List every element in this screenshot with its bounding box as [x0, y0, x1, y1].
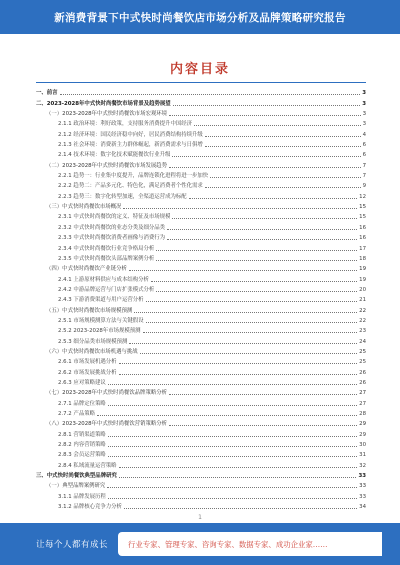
toc-leader-dots [140, 352, 357, 354]
toc-entry-title: （六）中式快时尚餐饮市场机遇与挑战 [46, 348, 138, 355]
toc-entry-title: 三、中式快时尚餐饮典型品牌研究 [36, 473, 117, 480]
toc-entry-title: 2.6.1 市场发展机遇分析 [58, 359, 117, 366]
toc-leader-dots [119, 373, 358, 375]
toc-entry[interactable] [36, 160, 366, 170]
toc-entry-page: 27 [359, 390, 366, 397]
toc-entry[interactable] [36, 429, 366, 439]
toc-divider [36, 82, 366, 83]
toc-entry-title: 2.3.4 中式快时尚餐饮行业竞争格局分析 [58, 245, 155, 252]
toc-leader-dots [108, 435, 357, 437]
toc-entry[interactable] [36, 88, 366, 98]
toc-leader-dots [97, 414, 357, 416]
toc-heading: 内容目录 [169, 62, 230, 77]
toc-entry-page: 33 [359, 483, 366, 490]
toc-entry-page: 22 [359, 307, 366, 314]
toc-entry-page: 28 [359, 411, 366, 417]
toc-entry-title: 2.2.1 趋势一：行业集中度提升，品牌连锁化进程将进一步加快 [58, 173, 209, 180]
toc-entry-page: 31 [359, 452, 366, 459]
toc-entry-title: 2.8.1 营销渠道策略 [58, 431, 106, 438]
toc-entry-title: 2.5.3 细分品类市场规模预测 [58, 338, 128, 345]
toc-entry[interactable] [36, 367, 366, 377]
toc-leader-dots [205, 186, 361, 188]
toc-leader-dots [172, 217, 357, 219]
toc-entry-page: 3 [362, 90, 366, 97]
toc-leader-dots [108, 383, 357, 385]
toc-entry[interactable] [36, 233, 366, 243]
toc-entry-page: 15 [359, 214, 366, 221]
toc-entry-title: （八）2023-2028年中式快时尚餐饮营销策略分析 [46, 421, 168, 428]
toc-leader-dots [108, 455, 357, 457]
toc-leader-dots [108, 445, 357, 447]
toc-leader-dots [205, 135, 361, 137]
toc-entry-page: 16 [359, 235, 366, 242]
toc-entry-page: 24 [359, 338, 366, 345]
toc-entry-title: （一）2023-2028年中式快时尚餐饮市场宏观环境 [46, 111, 168, 118]
toc-entry[interactable] [36, 274, 366, 284]
toc-entry-title: 2.4.2 中游品牌运营与门店扩张模式分析 [58, 286, 155, 293]
toc-entry-page: 3 [362, 121, 366, 128]
toc-entry-page: 3 [362, 111, 366, 118]
toc-leader-dots [119, 466, 358, 468]
toc-entry-title: 2.4.1 上游原材料供应与成本结构分析 [58, 276, 149, 283]
toc-entry-title: 2.8.3 会员运营策略 [58, 452, 106, 459]
toc-entry-page: 7 [362, 162, 366, 169]
toc-entry-title: （一）典型品牌案例研究 [46, 483, 106, 490]
toc-leader-dots [194, 124, 361, 126]
toc-entry[interactable] [36, 326, 366, 336]
toc-entry-page: 22 [359, 317, 366, 324]
toc-entry-page: 18 [359, 255, 366, 262]
toc-entry-page: 30 [359, 442, 366, 449]
toc-leader-dots [167, 238, 357, 240]
toc-entry-page: 6 [362, 142, 366, 149]
toc-entry-title: 2.1.4 技术环境：数字化技术赋能餐饮行业升级 [58, 152, 171, 159]
toc-entry-page: 12 [359, 193, 366, 200]
toc-entry-title: 2.4.3 下游消费渠道与用户运营分析 [58, 297, 144, 304]
toc-entry[interactable] [36, 129, 366, 139]
toc-entry-page: 7 [362, 173, 366, 180]
toc-entry-title: 2.3.3 中式快时尚餐饮消费者画像与消费行为 [58, 235, 166, 242]
toc-leader-dots [134, 311, 357, 313]
toc-entry-page: 26 [359, 369, 366, 376]
toc-leader-dots [173, 104, 361, 106]
toc-entry-page: 25 [359, 348, 366, 355]
toc-leader-dots [169, 424, 357, 426]
toc-entry-page: 17 [359, 245, 366, 252]
toc-entry-title: 一、前言 [36, 90, 58, 97]
toc-leader-dots [129, 269, 357, 271]
toc-entry-page: 15 [359, 204, 366, 211]
toc-entry[interactable] [36, 419, 366, 429]
toc-entry[interactable] [36, 295, 366, 305]
toc-leader-dots [156, 249, 357, 251]
toc-entry[interactable] [36, 409, 366, 419]
toc-leader-dots [210, 176, 360, 178]
toc-leader-dots [169, 393, 357, 395]
toc-entry-title: 2.3.1 中式快时尚餐饮的定义、特征及市场规模 [58, 214, 171, 221]
toc-entry-page: 16 [359, 224, 366, 231]
toc-entry-page: 19 [359, 276, 366, 283]
toc-entry[interactable] [36, 357, 366, 367]
toc-leader-dots [146, 300, 358, 302]
report-title: 新消费背景下中式快时尚餐饮店市场分析及品牌策略研究报告 [54, 11, 346, 24]
toc-entry[interactable] [36, 285, 366, 295]
toc-entry-title: 二、2023-2028年中式快时尚餐饮市场背景及趋势展望 [36, 100, 171, 107]
footer-experts-banner: 行业专家、管理专家、咨询专家、数据专家、成功企业家…… [118, 532, 382, 556]
toc-entry[interactable] [36, 460, 366, 470]
toc-leader-dots [172, 155, 360, 157]
toc-entry[interactable] [36, 191, 366, 201]
toc-entry-page: 27 [359, 400, 366, 407]
toc-entry[interactable] [36, 491, 366, 501]
toc-entry-title: 2.6.2 市场发展挑战分析 [58, 369, 117, 376]
toc-leader-dots [60, 93, 361, 95]
toc-entry[interactable] [36, 471, 366, 481]
toc-entry-page: 20 [359, 286, 366, 293]
toc-entry[interactable] [36, 347, 366, 357]
toc-leader-dots [108, 404, 357, 406]
toc-entry-title: 2.1.3 社会环境：消费新主力群体崛起，新消费需求与日俱增 [58, 142, 203, 149]
toc-entry[interactable] [36, 254, 366, 264]
toc-entry-page: 6 [362, 152, 366, 159]
toc-entry[interactable] [36, 171, 366, 181]
toc-entry[interactable] [36, 481, 366, 491]
page-number: 1 [198, 514, 202, 521]
toc-entry-title: 2.2.3 趋势三：数字化转型加速，全渠道运营成为标配 [58, 193, 187, 200]
toc-entry-title: （三）中式快时尚餐饮市场概况 [46, 204, 122, 211]
toc-leader-dots [169, 166, 361, 168]
toc-leader-dots [123, 207, 357, 209]
footer-slogan: 让每个人都有成长 [36, 540, 109, 550]
toc-leader-dots [169, 114, 361, 116]
toc-entry[interactable] [36, 440, 366, 450]
toc-entry-title: （五）中式快时尚餐饮市场规模预测 [46, 307, 133, 314]
toc-entry[interactable] [36, 316, 366, 326]
toc-entry-title: 2.2.2 趋势二：产品多元化、特色化，满足消费者个性化需求 [58, 183, 203, 190]
toc-entry-page: 3 [362, 100, 366, 107]
toc-entry-title: 2.1.2 经济环境：国民经济稳中向好，居民消费结构持续升级 [58, 131, 203, 138]
toc-entry[interactable] [36, 388, 366, 398]
toc-entry[interactable] [36, 140, 366, 150]
header-bar [0, 0, 400, 34]
toc-entry-title: 2.5.2 2023-2028年市场规模预测 [58, 328, 141, 335]
toc-entry-title: 2.1.1 政治环境：利好政策，支持服务消费提升中国经济 [58, 121, 193, 128]
toc-entry[interactable] [36, 502, 366, 512]
toc-entry-title: 2.8.2 内容营销策略 [58, 442, 106, 449]
toc-entry-title: 2.7.1 品牌定位策略 [58, 400, 106, 407]
toc-entry-page: 4 [362, 131, 366, 138]
toc-entry-page: 19 [359, 266, 366, 273]
toc-entry-title: 2.8.4 私域流量运营策略 [58, 462, 117, 469]
toc-entry-page: 34 [359, 504, 366, 511]
toc-leader-dots [151, 280, 357, 282]
toc-leader-dots [119, 362, 358, 364]
table-of-contents [36, 88, 366, 512]
toc-entry-title: 3.1.1 品牌发展历程 [58, 493, 106, 500]
footer-bar [0, 523, 400, 565]
toc-leader-dots [146, 321, 358, 323]
toc-entry-title: 2.3.5 中式快时尚餐饮头部品牌案例分析 [58, 255, 155, 262]
toc-entry-title: 3.1.2 品牌核心竞争力分析 [58, 504, 122, 511]
toc-entry[interactable] [36, 378, 366, 388]
toc-entry[interactable] [36, 336, 366, 346]
toc-leader-dots [167, 228, 357, 230]
toc-entry[interactable] [36, 243, 366, 253]
toc-entry-title: （七）2023-2028年中式快时尚餐饮品牌策略分析 [46, 390, 168, 397]
toc-leader-dots [108, 497, 357, 499]
toc-leader-dots [119, 476, 357, 478]
toc-entry-title: （四）中式快时尚餐饮产业链分析 [46, 266, 127, 273]
toc-entry-title: 2.5.1 市场规模测算方法与关键假设 [58, 317, 144, 324]
toc-leader-dots [107, 486, 357, 488]
toc-entry[interactable] [36, 202, 366, 212]
toc-leader-dots [156, 259, 357, 261]
toc-entry[interactable] [36, 450, 366, 460]
toc-entry-title: 2.3.2 中式快时尚餐饮的业态分类及细分品类 [58, 224, 166, 231]
toc-leader-dots [156, 290, 357, 292]
toc-entry-page: 29 [359, 431, 366, 438]
toc-leader-dots [143, 331, 358, 333]
toc-entry-title: （二）2023-2028年中式快时尚餐饮市场发展趋势 [46, 162, 168, 169]
toc-entry-page: 21 [359, 297, 366, 304]
toc-entry-page: 9 [362, 183, 366, 190]
toc-entry-page: 26 [359, 379, 366, 386]
toc-entry-title: 2.6.3 应对策略建议 [58, 379, 106, 386]
toc-leader-dots [124, 507, 357, 509]
toc-entry-page: 23 [359, 328, 366, 335]
toc-entry[interactable] [36, 212, 366, 222]
toc-entry[interactable] [36, 398, 366, 408]
toc-entry[interactable] [36, 119, 366, 129]
toc-entry-page: 32 [359, 462, 366, 469]
toc-entry-page: 33 [358, 473, 366, 480]
toc-entry[interactable] [36, 150, 366, 160]
toc-entry[interactable] [36, 264, 366, 274]
toc-leader-dots [129, 342, 357, 344]
toc-entry[interactable] [36, 305, 366, 315]
toc-entry[interactable] [36, 222, 366, 232]
toc-entry-page: 29 [359, 421, 366, 428]
toc-entry[interactable] [36, 98, 366, 108]
toc-entry[interactable] [36, 181, 366, 191]
toc-entry-page: 25 [359, 359, 366, 366]
toc-leader-dots [205, 145, 361, 147]
toc-entry-page: 33 [359, 493, 366, 500]
toc-leader-dots [189, 197, 358, 199]
toc-entry-title: 2.7.2 产品策略 [58, 411, 95, 417]
toc-entry[interactable] [36, 109, 366, 119]
